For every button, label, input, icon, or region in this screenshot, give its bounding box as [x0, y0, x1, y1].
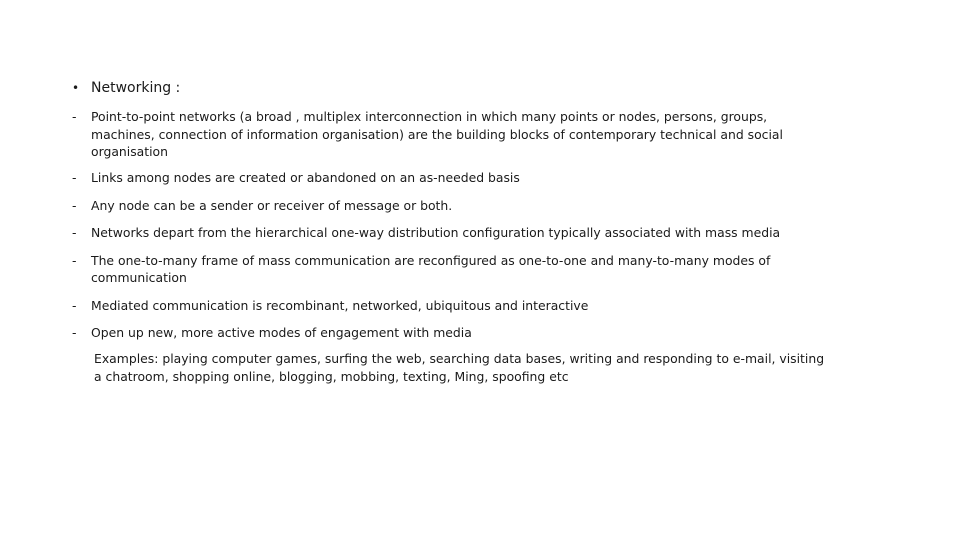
list-item-text: Networks depart from the hierarchical one-way distribution configuration typically associated with mass media [91, 225, 781, 240]
list-item [72, 224, 832, 242]
list-item-text: Open up new, more active modes of engagement with media [91, 325, 472, 340]
dash-icon: - [72, 109, 77, 124]
bullet-icon: • [72, 81, 80, 95]
dash-icon: - [72, 325, 77, 340]
bullet-list [72, 108, 832, 342]
dash-icon: - [72, 170, 77, 185]
list-item-text: Mediated communication is recombinant, networked, ubiquitous and interactive [91, 297, 589, 313]
dash-icon: - [72, 297, 77, 313]
list-item-text: Any node can be a sender or receiver of message or both. [91, 197, 453, 213]
list-item [72, 252, 832, 287]
dash-icon: - [72, 197, 77, 213]
examples-text: Examples: playing computer games, surfing the web, searching data bases, writing and responding to e-mail, visiting a chatroom, shopping online, blogging, mobbing, texting, Ming, spoofing etc [94, 351, 825, 384]
dash-icon: - [72, 225, 77, 240]
list-item-text: Links among nodes are created or abandoned on an as-needed basis [91, 170, 520, 185]
list-item-text: Point-to-point networks (a broad , multiplex interconnection in which many points or nodes, persons, groups, machines, connection of information organisation) are the building blocks of contemporary technical and social organisation [91, 109, 783, 159]
list-item [72, 324, 832, 342]
list-item-text: The one-to-many frame of mass communication are reconfigured as one-to-one and many-to-many modes of communication [91, 252, 771, 285]
list-item [72, 169, 832, 187]
heading-text: Networking : [91, 80, 181, 96]
list-item [72, 297, 832, 315]
list-item [72, 197, 832, 215]
dash-icon: - [72, 252, 77, 268]
list-item [72, 108, 832, 161]
slide-heading [72, 79, 180, 97]
